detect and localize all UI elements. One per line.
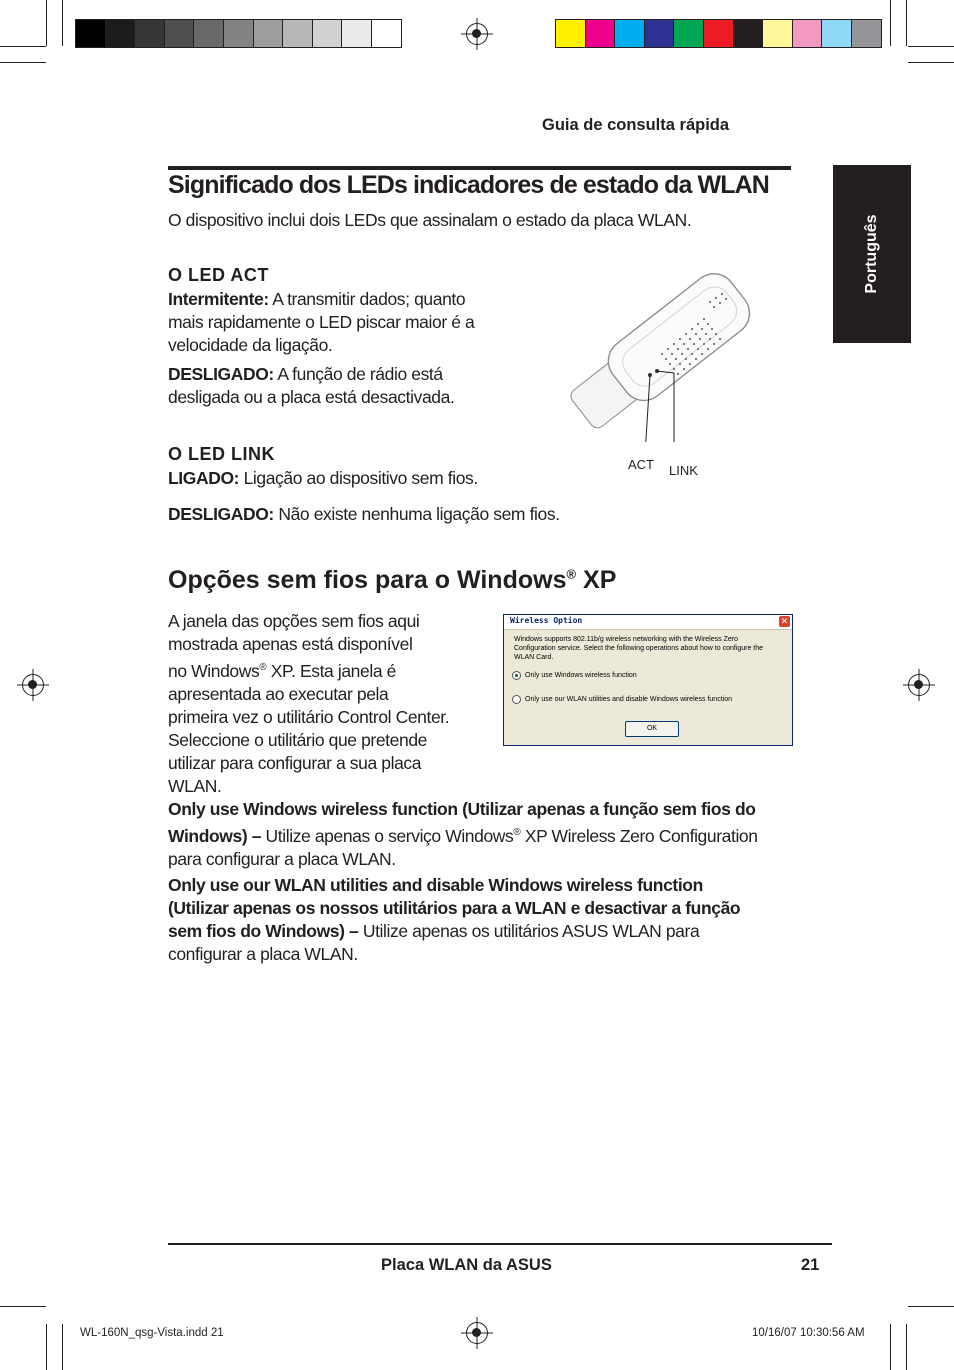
slug-file-info: WL-160N_qsg-Vista.indd 21 bbox=[80, 1327, 224, 1339]
color-swatch bbox=[734, 20, 764, 47]
act-led-heading: O LED ACT bbox=[168, 265, 269, 285]
color-swatch bbox=[135, 20, 165, 47]
act-blink-description bbox=[168, 288, 508, 357]
process-color-bar bbox=[555, 19, 882, 48]
link-on-text: Ligação ao dispositivo sem fios. bbox=[243, 468, 478, 488]
crop-mark bbox=[0, 46, 46, 47]
close-icon[interactable]: ✕ bbox=[780, 616, 789, 626]
dialog-option-windows[interactable]: Only use Windows wireless function bbox=[512, 671, 637, 680]
color-swatch bbox=[586, 20, 616, 47]
crop-mark bbox=[62, 0, 63, 46]
crop-mark bbox=[62, 1324, 63, 1370]
color-swatch bbox=[852, 20, 881, 47]
color-swatch bbox=[615, 20, 645, 47]
crop-mark bbox=[906, 0, 907, 46]
link-led-callout: LINK bbox=[669, 463, 698, 478]
link-on-description bbox=[168, 467, 478, 490]
crop-mark bbox=[0, 1306, 46, 1307]
crop-mark bbox=[908, 46, 954, 47]
link-off-text: Não existe nenhuma ligação sem fios. bbox=[278, 504, 560, 524]
option1-description: Only use Windows wireless function (Utilizar apenas a função sem fios do Windows) – Utilize apenas o serviço Windows® XP Wireless Zero Configuration para configurar a placa WLAN. bbox=[168, 799, 758, 869]
color-swatch bbox=[674, 20, 704, 47]
registration-mark-icon bbox=[466, 1322, 488, 1344]
act-blink-label: Intermitente: bbox=[168, 289, 269, 309]
dialog-title: Wireless Option bbox=[510, 616, 583, 625]
color-swatch bbox=[704, 20, 734, 47]
leds-intro: O dispositivo inclui dois LEDs que assinalam o estado da placa WLAN. bbox=[168, 210, 692, 230]
color-swatch bbox=[342, 20, 372, 47]
footer-rule bbox=[168, 1243, 832, 1245]
color-swatch bbox=[106, 20, 136, 47]
act-off-line: desligada ou a placa está desactivada. bbox=[168, 387, 455, 407]
radio-unselected-icon[interactable] bbox=[512, 695, 521, 704]
color-swatch bbox=[763, 20, 793, 47]
color-swatch bbox=[645, 20, 675, 47]
act-blink-line: A transmitir dados; quanto bbox=[272, 289, 466, 309]
windows-intro: A janela das opções sem fios aqui mostrada apenas está disponível no Windows® XP. Esta janela é apresentada ao executar pela primeira vez o utilitário Control Center. Seleccione o utilitário que pretende utilizar para configurar a sua placa WLAN. bbox=[168, 611, 450, 796]
color-swatch bbox=[313, 20, 343, 47]
crop-mark bbox=[46, 1324, 47, 1370]
section-rule bbox=[168, 166, 791, 170]
crop-mark bbox=[46, 0, 47, 46]
act-led-callout: ACT bbox=[628, 457, 654, 472]
guide-title: Guia de consulta rápida bbox=[542, 116, 730, 134]
act-off-line: A função de rádio está bbox=[277, 364, 443, 384]
link-led-heading: O LED LINK bbox=[168, 444, 275, 464]
crop-mark bbox=[906, 1324, 907, 1370]
crop-mark bbox=[890, 0, 891, 46]
dialog-message: Windows supports 802.11b/g wireless networking with the Wireless Zero Configuration service. Select the following operations about how to configure the WLAN Card. bbox=[514, 636, 764, 661]
language-tab bbox=[833, 165, 911, 343]
color-swatch bbox=[194, 20, 224, 47]
color-swatch bbox=[283, 20, 313, 47]
grayscale-color-bar bbox=[75, 19, 402, 48]
color-swatch bbox=[76, 20, 106, 47]
section-heading-leds: Significado dos LEDs indicadores de estado da WLAN bbox=[168, 171, 769, 199]
color-swatch bbox=[254, 20, 284, 47]
link-off-description bbox=[168, 503, 560, 526]
registration-mark-icon bbox=[22, 674, 44, 696]
act-blink-line: mais rapidamente o LED piscar maior é a bbox=[168, 312, 475, 332]
dialog-title-bar bbox=[504, 615, 792, 630]
color-swatch bbox=[822, 20, 852, 47]
radio-selected-icon[interactable] bbox=[512, 671, 521, 680]
dialog-option-wlan-utilities[interactable]: Only use our WLAN utilities and disable Windows wireless function bbox=[512, 695, 732, 704]
link-on-label: LIGADO: bbox=[168, 468, 240, 488]
footer-product: Placa WLAN da ASUS bbox=[381, 1256, 552, 1274]
slug-timestamp: 10/16/07 10:30:56 AM bbox=[752, 1327, 865, 1339]
color-swatch bbox=[224, 20, 254, 47]
language-tab-label: Português bbox=[863, 214, 880, 294]
registration-mark-icon bbox=[908, 674, 930, 696]
crop-mark bbox=[890, 1324, 891, 1370]
color-swatch bbox=[165, 20, 195, 47]
registration-mark-icon bbox=[466, 23, 488, 45]
link-off-label: DESLIGADO: bbox=[168, 504, 274, 524]
crop-mark bbox=[0, 62, 46, 63]
option2-description: Only use our WLAN utilities and disable Windows wireless function (Utilizar apenas os nossos utilitários para a WLAN e desactivar a função sem fios do Windows) – Utilize apenas os utilitários ASUS WLAN para configurar a placa WLAN. bbox=[168, 875, 741, 964]
color-swatch bbox=[372, 20, 401, 47]
page-number: 21 bbox=[801, 1256, 820, 1274]
act-off-description bbox=[168, 363, 508, 409]
crop-mark bbox=[908, 1306, 954, 1307]
usb-adapter-illustration bbox=[550, 262, 760, 442]
crop-mark bbox=[908, 62, 954, 63]
section-heading-windows: Opções sem fios para o Windows® XP bbox=[168, 566, 617, 594]
ok-button[interactable]: OK bbox=[625, 721, 679, 737]
act-off-label: DESLIGADO: bbox=[168, 364, 274, 384]
color-swatch bbox=[793, 20, 823, 47]
act-blink-line: velocidade da ligação. bbox=[168, 335, 333, 355]
color-swatch bbox=[556, 20, 586, 47]
wireless-option-dialog bbox=[503, 614, 793, 746]
